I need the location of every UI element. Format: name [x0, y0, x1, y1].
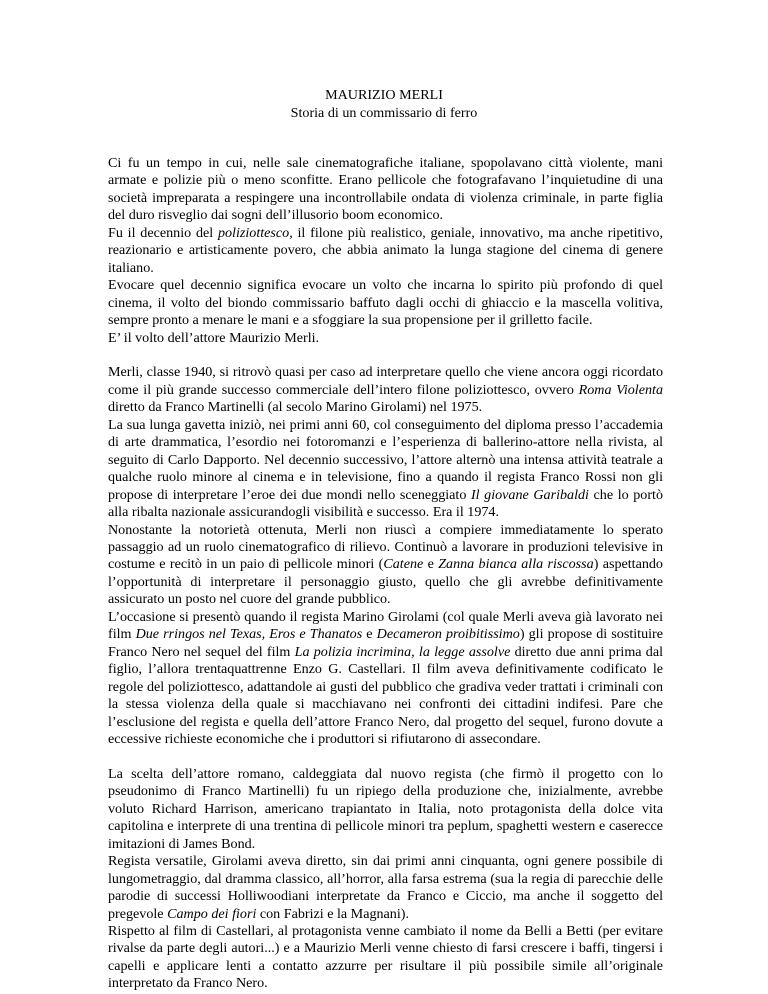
italic-title-text: Due rringos nel Texas, Eros e Thanatos	[135, 626, 363, 643]
italic-title-text: Zanna bianca alla riscossa	[438, 556, 594, 573]
paragraph-text: Rispetto al film di Castellari, al protagonista venne cambiato il nome da Belli a Betti (per evitare rivalse da parte degli autori...) e a Maurizio Merli venne chiesto di farsi crescere i baffi, tingersi i capelli e applicare lenti a contatto azzurre per risultare il più possibile simile all’originale interpretato da Franco Nero.	[108, 923, 663, 992]
paragraph-text: Nonostante la notorietà ottenuta, Merli non riuscì a compiere immediatamente lo sperato passaggio ad un ruolo cinematografico di rilievo. Continuò a lavorare in produzioni televisive in costume e recitò in un paio di pellicole minori (	[108, 521, 663, 573]
paragraph	[108, 766, 663, 853]
paragraph-text: diretto da Franco Martinelli (al secolo Marino Girolami) nel 1975.	[108, 399, 483, 416]
italic-title-text: Catene	[383, 556, 424, 573]
paragraph-text: Fu il decennio del	[108, 224, 218, 241]
paragraph-text: Ci fu un tempo in cui, nelle sale cinematografiche italiane, spopolavano città violente, mani armate e polizie più o meno sconfitte. Erano pellicole che fotografavano l’inquietudine di una società impreparata a respingere una incontrollabile ondata di violenza criminale, in parte figlia del duro risveglio dai sogni dell’illusorio boom economico.	[108, 155, 663, 224]
paragraph-text: Regista versatile, Girolami aveva diretto, sin dai primi anni cinquanta, ogni genere possibile di lungometraggio, dal dramma classico, all’horror, alla farsa estrema (sua la regia di parecchie delle parodie di successi Holliwoodiani interpretate da Franco e Ciccio, ma anche il soggetto del pregevole	[108, 853, 663, 922]
paragraph-text: ) aspettando l’opportunità di interpretare il personaggio giusto, quello che gli avrebbe definitivamente assicurato un posto nel cuore del grande pubblico.	[108, 556, 663, 608]
paragraph-text: che lo portò alla ribalta nazionale assicurandogli visibilità e successo. Era il 1974.	[108, 486, 663, 521]
paragraph-text: L’occasione si presentò quando il regista Marino Girolami (col quale Merli aveva già lavorato nei film	[108, 608, 663, 643]
paragraph-text: ) gli propose di sostituire Franco Nero nel sequel del film	[108, 626, 663, 660]
paragraph-text: La scelta dell’attore romano, caldeggiata dal nuovo regista (che firmò il progetto con lo pseudonimo di Franco Martinelli) fu un ripiego della produzione che, inizialmente, avrebbe voluto Richard Harrison, americano trapiantato in Italia, noto protagonista della dolce vita capitolina e interprete di una trentina di pellicole minori tra peplum, spaghetti western e caserecce imitazioni di James Bond.	[108, 765, 663, 852]
italic-title-text: Campo dei fiori	[167, 905, 257, 922]
italic-title-text: La polizia incrimina, la legge assolve	[294, 643, 511, 660]
paragraph-gap	[108, 347, 663, 365]
paragraph-text: con Fabrizi e la Magnani).	[256, 905, 409, 922]
italic-title-text: poliziottesco	[217, 224, 290, 241]
document-subtitle: Storia di un commissario di ferro	[290, 105, 478, 121]
paragraph	[108, 522, 663, 609]
paragraph	[108, 417, 663, 522]
paragraph-text: E’ il volto dell’attore Maurizio Merli.	[108, 329, 320, 346]
paragraph	[108, 330, 663, 347]
paragraph	[108, 364, 663, 416]
paragraph-text: e	[362, 626, 377, 643]
paragraph	[108, 609, 663, 749]
paragraph-text: Merli, classe 1940, si ritrovò quasi per caso ad interpretare quello che viene ancora oggi ricordato come il più grande successo commerciale dell’intero filone poliziottesco, ovvero	[108, 364, 663, 398]
paragraph-text: e	[423, 556, 439, 573]
paragraph	[108, 277, 663, 329]
paragraph	[108, 853, 663, 923]
paragraph	[108, 155, 663, 225]
document-body	[108, 155, 663, 993]
paragraph-text: diretto due anni prima dal figlio, l’allora trentaquattrenne Enzo G. Castellari. Il film aveva definitivamente codificato le regole del poliziottesco, adattandole ai gusti del pubblico che gradiva veder trattati i criminali con la stessa violenza della quale si macchiavano nei confronti dei cittadini indifesi. Pare che l’esclusione del regista e quella dell’attore Franco Nero, dal progetto del sequel, furono dovute a eccessive richieste economiche che i produttori si rifiutarono di assecondare.	[108, 643, 663, 747]
paragraph-text: La sua lunga gavetta iniziò, nei primi anni 60, col conseguimento del diploma presso l’accademia di arte drammatica, l’esordio nei fotoromanzi e l’esperienza di ballerino-attore nella rivista, al seguito di Carlo Dapporto. Nel decennio successivo, l’attore alternò una intensa attività teatrale a qualche ruolo minore al cinema e in televisione, fino a quando il regista Franco Rossi non gli propose di interpretare l’eroe dei due mondi nello sceneggiato	[108, 416, 663, 503]
italic-title-text: Roma Violenta	[578, 381, 663, 398]
paragraph-gap	[108, 748, 663, 766]
paragraph-text: , il filone più realistico, geniale, innovativo, ma anche ripetitivo, reazionario e artisticamente povero, che abbia animato la lunga stagione del cinema di genere italiano.	[108, 224, 663, 276]
title-block	[0, 86, 768, 122]
paragraph	[108, 923, 663, 993]
italic-title-text: Decameron proibitissimo	[376, 626, 520, 643]
paragraph-text: Evocare quel decennio significa evocare un volto che incarna lo spirito più profondo di quel cinema, il volto del biondo commissario baffuto dagli occhi di ghiaccio e la mascella volitiva, sempre pronto a menare le mani e a sfoggiare la sua propensione per il grilletto facile.	[108, 277, 663, 329]
italic-title-text: Il giovane Garibaldi	[470, 486, 589, 503]
document-title: MAURIZIO MERLI	[325, 87, 443, 103]
paragraph	[108, 225, 663, 277]
